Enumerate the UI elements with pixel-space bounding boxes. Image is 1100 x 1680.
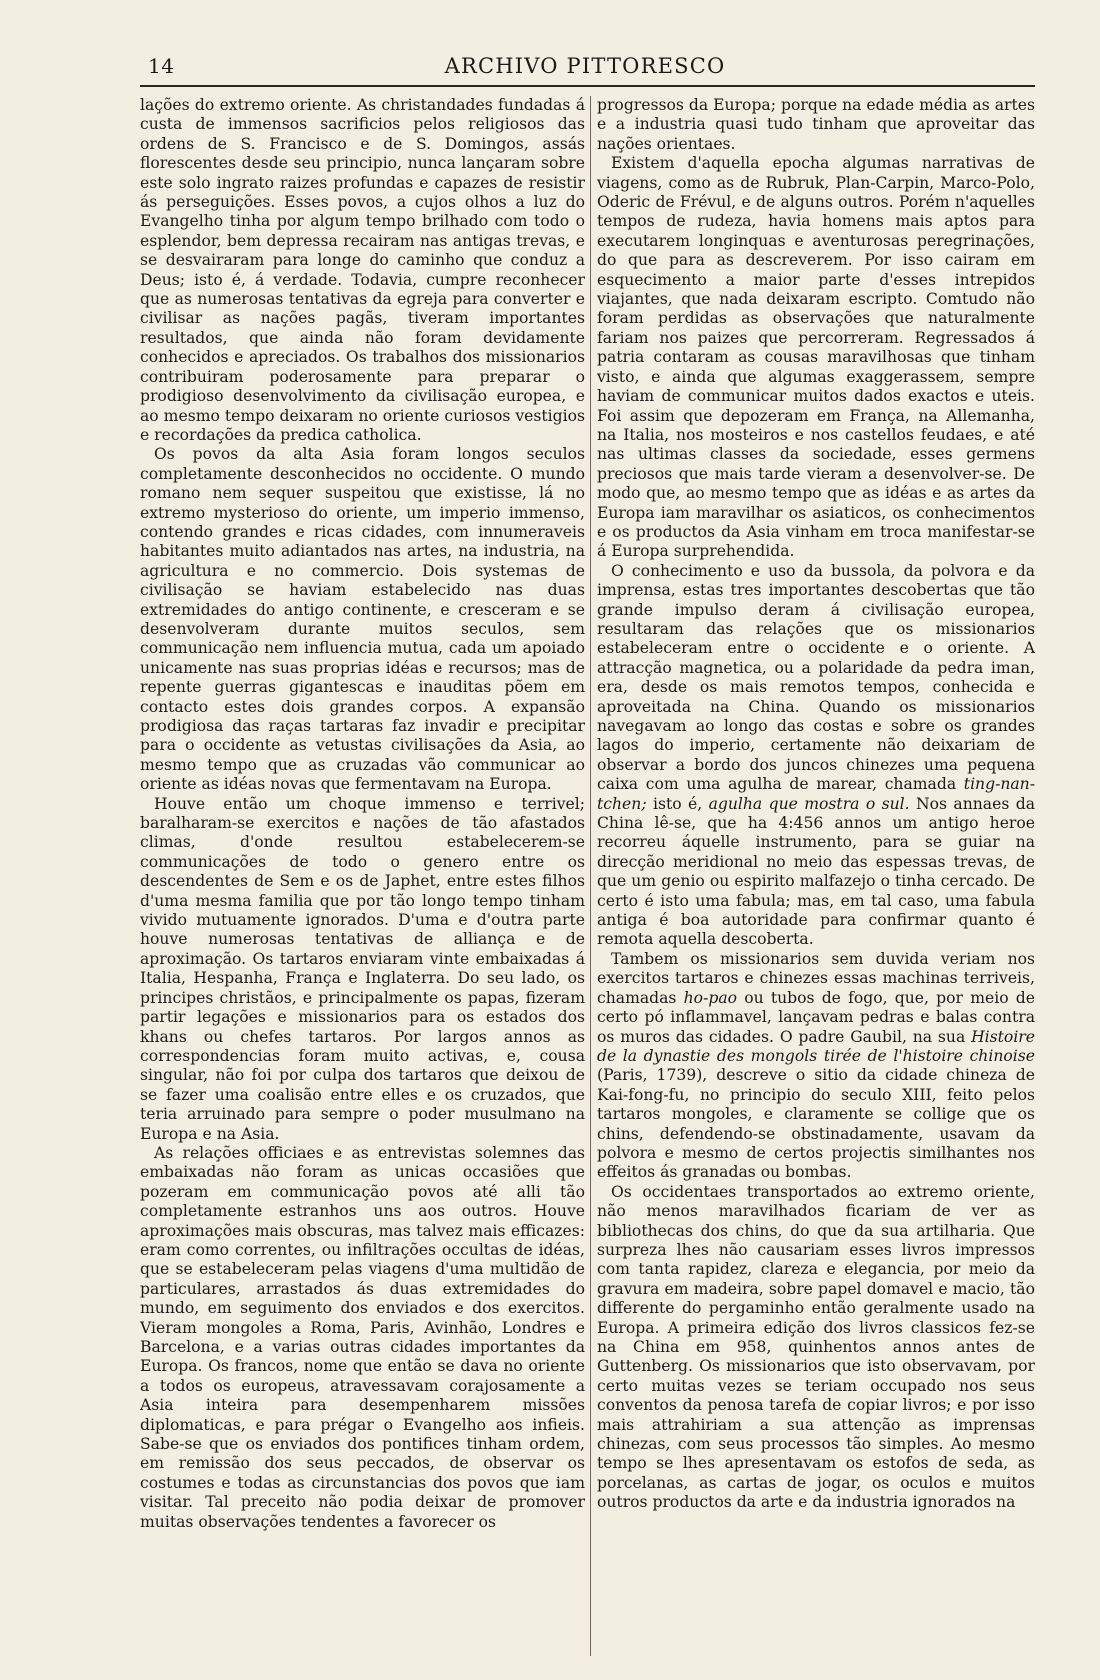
text-run: ou tubos de fogo, que, por meio de certo pó inflammavel, lançavam pedras e balas contra os muros das cidades. O padre Gaubil, na sua bbox=[597, 988, 1035, 1046]
book-title: Histoire de la dynastie des mongols tirée de l'histoire chinoise bbox=[597, 1027, 1035, 1065]
paragraph: As relações officiaes e as entrevistas solemnes das embaixadas não foram as unicas occasiões que pozeram em communicação povos até alli tão completamente estranhos uns aos outros. Houve aproximações mais obscuras, mas talvez mais efficazes: eram como correntes, ou infiltrações occultas de idéas, que se estabeleceram pelas viagens d'uma multidão de particulares, arrastados ás duas extremidades do mundo, em seguimento dos enviados e dos exercitos. Vieram mongoles a Roma, Paris, Avinhão, Londres e Barcelona, e a varias outras cidades importantes da Europa. Os francos, nome que então se dava no oriente a todos os europeus, atravessavam corajosamente a Asia inteira para desempenharem missões diplomaticas, e para prégar o Evangelho aos infieis. Sabe-se que os enviados dos pontifices tinham ordem, em remissão dos seus peccados, de observar os costumes e todas as circunstancias dos povos que iam visitar. Tal preceito não podia deixar de promover muitas observações tendentes a favorecer os bbox=[140, 1143, 585, 1531]
header-rule bbox=[140, 85, 1035, 87]
italic-term: ting-nan-tchen; bbox=[597, 775, 1035, 813]
page-header bbox=[140, 52, 1030, 82]
running-title: ARCHIVO PITTORESCO bbox=[444, 54, 726, 78]
paragraph: progressos da Europa; porque na edade média as artes e a industria quasi tudo tinham que aproveitar das nações orientaes. bbox=[597, 96, 1035, 153]
paragraph: Existem d'aquella epocha algumas narrativas de viagens, como as de Rubruk, Plan-Carpin, Marco-Polo, Oderic de Frévul, e de alguns outros. Porém n'aquelles tempos de rudeza, havia homens mais aptos para executarem longinquas e aventurosas peregrinações, do que para as descreverem. Por isso cairam em esquecimento a maior parte d'esses intrepidos viajantes, que nada deixaram escripto. Comtudo não foram perdidas as observações que naturalmente fariam nos paizes que percorreram. Regressados á patria contaram as cousas maravilhosas que tinham visto, e ainda que algumas exaggerassem, sempre haviam de communicar muitos dados exactos e uteis. Foi assim que depozeram em França, na Allemanha, na Italia, nos mosteiros e nos castellos feudaes, e até nas ultimas classes da sociedade, esses germens preciosos que mais tarde vieram a desenvolver-se. De modo que, ao mesmo tempo que as idéas e as artes da Europa iam maravilhar os asiaticos, os conhecimentos e os productos da Asia vinham em troca manifestar-se á Europa surprehendida. bbox=[597, 154, 1035, 561]
italic-term: ho-pao bbox=[683, 988, 738, 1007]
italic-gloss: agulha que mostra o sul. bbox=[708, 794, 910, 813]
text-run: (Paris, 1739), descreve o sitio da cidade chineza de Kai-fong-fu, no principio do seculo XIII, feito pelos tartaros mongoles, e claramente se collige que os chins, defendendo-se obstinadamente, usavam da polvora e mesmo de certos projectis similhantes nos effeitos ás granadas ou bombas. bbox=[597, 1066, 1035, 1182]
right-column bbox=[597, 96, 1035, 1656]
paragraph bbox=[597, 950, 1035, 1183]
page-number: 14 bbox=[148, 54, 175, 78]
paragraph: Os occidentaes transportados ao extremo oriente, não menos maravilhados ficariam de ver as bibliothecas dos chins, do que da sua artilharia. Que surpreza lhes não causariam esses livros impressos com tanta rapidez, clareza e elegancia, por meio da gravura em madeira, sobre papel domavel e macio, tão differente do pergaminho então geralmente usado na Europa. A primeira edição dos livros classicos fez-se na China em 958, quinhentos annos antes de Guttenberg. Os missionarios que isto observavam, por certo muitas vezes se teriam occupado nos seus conventos da penosa tarefa de copiar livros; e por isso mais attrahiriam a sua attenção as imprensas chinezas, com seus processos tão simples. Ao mesmo tempo se lhes apresentavam os estofos de seda, as porcelanas, as cartas de jogar, os oculos e muitos outros productos da arte e da industria ignorados na bbox=[597, 1182, 1035, 1512]
paragraph: lações do extremo oriente. As christandades fundadas á custa de immensos sacrificios pelos religiosos das ordens de S. Francisco e de S. Domingos, assás florescentes desde seu principio, nunca lançaram sobre este solo ingrato raizes profundas e capazes de resistir ás perseguições. Esses povos, a cujos olhos a luz do Evangelho tinha por algum tempo brilhado com todo o esplendor, bem depressa recairam nas antigas trevas, e se desvairaram para longe do caminho que conduz a Deus; isto é, á verdade. Todavia, cumpre reconhecer que as numerosas tentativas da egreja para converter e civilisar as nações pagãs, tiveram importantes resultados, que ainda não foram devidamente conhecidos e apreciados. Os trabalhos dos missionarios contribuiram poderosamente para preparar o prodigioso desenvolvimento da civilisação europea, e ao mesmo tempo deixaram no oriente curiosos vestigios e recordações da predica catholica. bbox=[140, 96, 585, 444]
column-divider bbox=[590, 96, 591, 1656]
paragraph: Houve então um choque immenso e terrivel; baralharam-se exercitos e nações de tão afastados climas, d'onde resultou estabelecerem-se communicações de todo o genero entre os descendentes de Sem e os de Japhet, entre estes filhos d'uma mesma familia que por tão longo tempo tinham vivido mutuamente ignorados. D'uma e d'outra parte houve numerosas tentativas de alliança e de aproximação. Os tartaros enviaram vinte embaixadas á Italia, Hespanha, França e Inglaterra. Do seu lado, os principes christãos, e principalmente os papas, fizeram partir legações e missionarios para os estados dos khans ou chefes tartaros. Por largos annos as correspondencias foram muito activas, e, cousa singular, não foi por culpa dos tartaros que deixou de se fazer uma coalisão entre elles e os cruzados, que teria arruinado para sempre o poder musulmano na Europa e na Asia. bbox=[140, 794, 585, 1143]
left-column bbox=[140, 96, 585, 1656]
text-run: Nos annaes da China lê-se, que ha 4:456 annos um antigo heroe recorreu áquelle instrumento, para se guiar na direcção meridional no meio das espessas trevas, de que um genio ou espirito malfazejo o tinha cercado. De certo é isto uma fabula; mas, em tal caso, uma fabula antiga é boa autoridade para confirmar quanto é remota aquella descoberta. bbox=[597, 794, 1035, 949]
paragraph: Os povos da alta Asia foram longos seculos completamente desconhecidos no occidente. O mundo romano nem sequer suspeitou que existisse, lá no extremo mysterioso do oriente, um imperio immenso, contendo grandes e ricas cidades, com innumeraveis habitantes muito adiantados nas artes, na industria, na agricultura e no commercio. Dois systemas de civilisação se haviam estabelecido nas duas extremidades do antigo continente, e cresceram e se desenvolveram durante muitos seculos, sem communicação nem influencia mutua, cada um apoiado unicamente nas suas proprias idéas e recursos; mas de repente guerras gigantescas e inauditas põem em contacto estes dois grandes corpos. A expansão prodigiosa das raças tartaras faz invadir e precipitar para o occidente as vetustas civilisações da Asia, ao mesmo tempo que as cruzadas vão communicar ao oriente as idéas novas que fermentavam na Europa. bbox=[140, 445, 585, 794]
text-run: isto é, bbox=[646, 794, 709, 813]
text-run: Tambem os missionarios sem duvida veriam nos exercitos tartaros e chinezes essas machinas terriveis, chamadas bbox=[597, 949, 1035, 1007]
text-run: O conhecimento e uso da bussola, da polvora e da imprensa, estas tres importantes descobertas que tão grande impulso deram á civilisação europea, resultaram das relações que os missionarios estabeleceram entre o occidente e o oriente. A attracção magnetica, ou a polaridade da pedra iman, era, desde os mais remotos tempos, conhecida e aproveitada na China. Quando os missionarios navegavam ao longo das costas e sobre os grandes lagos do imperio, certamente não deixariam de observar a bordo dos juncos chinezes uma pequena caixa com uma agulha de marear, chamada bbox=[597, 561, 1035, 794]
paragraph bbox=[597, 562, 1035, 950]
